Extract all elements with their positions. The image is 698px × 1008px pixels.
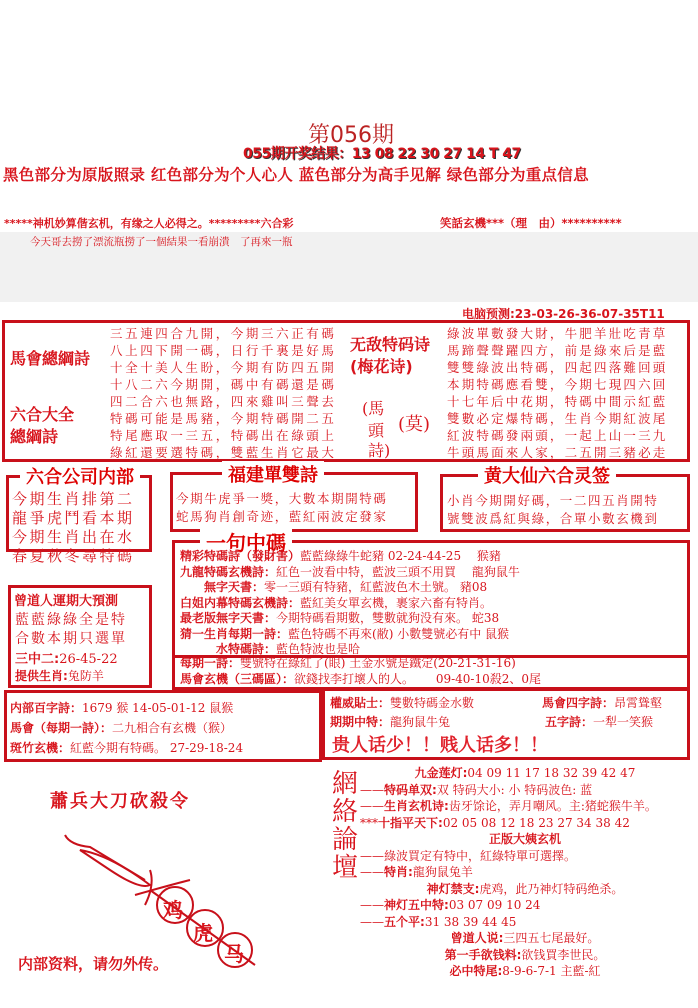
row-value: 04 09 11 17 18 32 39 42 47 bbox=[467, 766, 636, 780]
poem-mid-b: 頭 bbox=[368, 421, 385, 440]
row-value: 藍紅美女單玄機，裹家六畜有特肖。 bbox=[300, 595, 493, 610]
info-row bbox=[360, 881, 690, 898]
row-label: 猜一生肖每期一詩： bbox=[180, 626, 289, 641]
label: 三中二: bbox=[15, 652, 60, 667]
row-value: 02 05 08 12 18 23 27 34 38 42 bbox=[442, 815, 630, 830]
poem-left bbox=[110, 325, 337, 461]
poem-line: 春夏秋冬尋特碼 bbox=[12, 547, 135, 565]
fujian-lines bbox=[176, 490, 388, 526]
row-label: 十指平天下: bbox=[378, 815, 443, 830]
tip-4 bbox=[545, 713, 653, 730]
fujian-title: 福建單雙詩 bbox=[222, 461, 324, 487]
row-prefix: —— bbox=[360, 848, 384, 863]
poem-line: 十七年后中花期，特碼中間示紅藍 bbox=[447, 394, 668, 409]
value: 26-45-22 bbox=[59, 652, 118, 667]
row-label: 無字天書： bbox=[180, 580, 265, 594]
info-row bbox=[360, 930, 690, 947]
label: 馬會四字詩： bbox=[542, 696, 615, 710]
color-legend: 黑色部分为原版照录 红色部分为个人心人 蓝色部分为高手见解 绿色部分为重点信息 bbox=[3, 166, 589, 184]
row-label: 斑竹玄機： bbox=[10, 741, 71, 755]
row-label: 白姐内幕特碼玄機詩： bbox=[180, 595, 301, 610]
poem-line: 八上四下開一碼，日行千裏是好馬 bbox=[110, 343, 337, 358]
label: 權威貼士： bbox=[330, 696, 391, 710]
intro-right: 笑話玄機***（理 由）********** bbox=[440, 216, 622, 230]
poem-line: 龍爭虎鬥看本期 bbox=[12, 509, 135, 527]
poem-line: 今期生肖排第二 bbox=[12, 490, 135, 508]
row-label: 五个平: bbox=[384, 914, 425, 929]
tip-2 bbox=[542, 694, 662, 711]
blade-note: 内部资料，请勿外传。 bbox=[18, 955, 169, 973]
poem-line: 絡 bbox=[332, 797, 359, 827]
row-label: 曾道人说: bbox=[450, 931, 504, 945]
info-row bbox=[360, 798, 690, 815]
neibu-rows bbox=[10, 698, 243, 758]
slogan: 贵人话少！！贱人话多！！ bbox=[332, 735, 548, 756]
tip-1 bbox=[330, 694, 474, 711]
row-label: 特肖: bbox=[384, 865, 413, 879]
row-value: 藍藍綠綠牛蛇豬 02-24-44-25 猴豬 bbox=[300, 549, 501, 563]
row-label: 生肖玄机诗: bbox=[384, 799, 449, 813]
row-value: 三四五七尾最好。 bbox=[503, 931, 600, 945]
row-value: 齿牙馀论，弄月嘲风。主:猪蛇猴牛羊。 bbox=[448, 799, 657, 813]
row-label: 水特碼詩： bbox=[180, 642, 277, 656]
info-row bbox=[360, 815, 690, 832]
tip-3 bbox=[330, 713, 450, 730]
zengdao-title: 曾道人運期大預測 bbox=[14, 594, 119, 609]
row-prefix: —— bbox=[360, 865, 384, 879]
row-label: 每期一詩： bbox=[180, 656, 241, 670]
poem-line: 今期牛虎爭一獎，大數本期開特碼 bbox=[176, 491, 388, 506]
row-value: 今期特碼看期數，雙數就狗没有來。 蛇38 bbox=[276, 611, 500, 625]
label: 提供生肖: bbox=[15, 669, 68, 683]
info-row bbox=[180, 656, 541, 672]
poem-line: 牛頭馬面來人家，二五開三豬必走 bbox=[447, 445, 668, 460]
row-value: 欲钱買李世民。 bbox=[521, 947, 606, 962]
joke-text: 今天哥去撈了漂流瓶撈了一個結果一看崩潰 了再來一瓶 bbox=[30, 236, 293, 248]
poem-line: 本期特碼應看雙，今期七現四六回 bbox=[447, 377, 668, 392]
row-value: 双 特码大小: 小 特码波色: 蓝 bbox=[436, 782, 593, 797]
label: 五字詩： bbox=[545, 715, 594, 729]
row-value: 1679 猴 14-05-01-12 鼠猴 bbox=[82, 701, 234, 715]
row-label: 神灯五中特: bbox=[384, 898, 449, 912]
label: 期期中特： bbox=[330, 715, 391, 729]
row-label: 内部百字詩： bbox=[10, 701, 83, 715]
info-row bbox=[360, 897, 690, 914]
poem-line: 特尾應取一三五，特碼出在綠頭上 bbox=[110, 428, 337, 443]
value: 雙數特碼金水數 bbox=[390, 696, 475, 710]
row-label: 第一手欲钱料: bbox=[444, 947, 522, 962]
row-value: 龍狗鼠兔羊 bbox=[412, 865, 473, 879]
zengdao-line-3 bbox=[15, 648, 118, 667]
info-row bbox=[360, 831, 690, 848]
bead-1: 鸡 bbox=[163, 898, 183, 922]
yiju-title: 一句中碼 bbox=[200, 527, 292, 556]
row-prefix: —— bbox=[360, 914, 384, 929]
row-value: 零一三頭有特豬，紅藍波色木土號。 豬08 bbox=[264, 580, 488, 594]
row-label: 神灯禁支: bbox=[426, 881, 480, 896]
poem-right bbox=[447, 325, 668, 461]
bead-3: 马 bbox=[224, 942, 244, 966]
computer-prediction: 电脑预测:23-03-26-36-07-35T11 bbox=[462, 307, 665, 321]
poem-line: 十八二六今期開，碼中有碼還是碼 bbox=[110, 377, 337, 392]
value: 兔防羊 bbox=[67, 669, 104, 683]
row-label: 最老版無字天書： bbox=[180, 611, 277, 625]
intro-left: *****神机妙算偕玄机，有缘之人必得之。*********六合彩 bbox=[4, 217, 294, 230]
yiju-rows-2 bbox=[180, 656, 541, 687]
value: 一犁一笑猴 bbox=[593, 715, 654, 729]
poem-line: 紅波特碼發兩頭，一起上山一三九 bbox=[447, 428, 668, 443]
poem-line: 今期生肖出在水 bbox=[12, 528, 135, 546]
info-row bbox=[360, 765, 690, 782]
row-value: 8-9-6-7-1 主藍-紅 bbox=[502, 964, 601, 978]
blade-title: 蕭兵大刀砍殺令 bbox=[50, 791, 190, 812]
poem-line: 雙數必定爆特碼，生肖今期紅波尾 bbox=[447, 411, 668, 426]
info-row bbox=[10, 738, 243, 758]
info-row bbox=[180, 565, 520, 581]
row-prefix: —— bbox=[360, 782, 384, 797]
poem-line: 馬蹄聲聲躍四方，前是綠來后是藍 bbox=[447, 343, 668, 358]
row-label: 精彩特碼詩（發財害） bbox=[180, 549, 301, 563]
row-value: 綠波買定有特中，紅綠特單可選擇。 bbox=[384, 848, 577, 863]
info-row bbox=[180, 627, 520, 643]
poem-line: 雙雙綠波出特碼，四起四落難回頭 bbox=[447, 360, 668, 375]
poem-label-2a: 六合大全 bbox=[10, 405, 75, 424]
row-prefix: —— bbox=[360, 799, 384, 813]
bead-2: 虎 bbox=[193, 921, 213, 945]
poem-line: 三五連四合九開，今期三六正有碼 bbox=[110, 326, 337, 341]
poem-line: 特碼可能是馬豬，今期特碼開二五 bbox=[110, 411, 337, 426]
row-value: 藍色特碼不再來(敝) 小數雙號必有中 鼠猴 bbox=[288, 626, 510, 641]
row-label: 正版大姨玄机 bbox=[488, 832, 561, 846]
company-title: 六合公司内部 bbox=[20, 463, 140, 489]
row-label: 馬會玄機（三碼區）： bbox=[180, 671, 295, 686]
info-row bbox=[10, 718, 243, 738]
forum-title bbox=[332, 770, 360, 882]
poem-mid-title: 无敌特码诗 bbox=[350, 335, 431, 354]
row-prefix: *** bbox=[360, 815, 378, 830]
poem-label-1: 馬會總綱詩 bbox=[10, 349, 91, 368]
info-row bbox=[180, 580, 520, 596]
poem-line: 十全十美人生盼，今期有防四五開 bbox=[110, 360, 337, 375]
info-row bbox=[360, 864, 690, 881]
wong-title: 黄大仙六合灵签 bbox=[478, 462, 616, 488]
poem-mid-d: (莫) bbox=[398, 414, 431, 435]
poem-line: 綠紅還要選特碼，雙藍生肖它最大 bbox=[110, 445, 337, 460]
poem-line: 綠波單數發大財，牛肥羊壯吃青草 bbox=[447, 326, 668, 341]
poem-label-2b: 總綱詩 bbox=[10, 427, 59, 446]
row-label: 特码单双: bbox=[384, 782, 437, 797]
row-value: 31 38 39 44 45 bbox=[424, 914, 517, 929]
poem-line: 網 bbox=[332, 769, 359, 799]
last-result: 055期开奖结果：13 08 22 30 27 14 T 47 bbox=[243, 146, 521, 162]
info-row bbox=[360, 782, 690, 799]
row-value: 二九相合有玄機（猴） bbox=[112, 721, 233, 735]
info-row bbox=[180, 611, 520, 627]
poem-line: 號雙波爲紅與綠，合單小數玄機到 bbox=[447, 511, 659, 526]
poem-line: 蛇馬狗肖創奇迹，藍紅兩波定發家 bbox=[176, 509, 388, 524]
poem-line: 壇 bbox=[332, 853, 359, 883]
row-value: 雙號特在綠紅了(眼) 土金水號是鐵定(20-21-31-16) bbox=[240, 656, 516, 670]
row-prefix: —— bbox=[360, 898, 384, 912]
zengdao-line-1: 藍藍綠綠全是特 bbox=[15, 612, 127, 628]
info-row bbox=[180, 549, 520, 565]
forum-rows bbox=[360, 765, 690, 980]
info-row bbox=[180, 672, 541, 688]
value: 龍狗鼠牛兔 bbox=[390, 715, 451, 729]
row-value: 虎鸡，此乃神灯特码绝杀。 bbox=[479, 881, 624, 896]
zengdao-line-2: 合數本期只選單 bbox=[15, 631, 127, 647]
row-value: 欲錢找李打壞人的人。 09-40-10殺2、0尾 bbox=[294, 671, 542, 686]
value: 昂霄聳壑 bbox=[614, 696, 663, 710]
poem-mid-c: 詩) bbox=[368, 441, 391, 460]
row-label: 馬會（每期一詩）： bbox=[10, 721, 113, 735]
info-row bbox=[360, 914, 690, 931]
row-value: 03 07 09 10 24 bbox=[448, 898, 541, 912]
row-value: 藍色特波也是哈 bbox=[276, 642, 361, 656]
yiju-rows bbox=[180, 549, 520, 658]
poem-mid-a: (馬 bbox=[362, 399, 385, 418]
row-value: 紅色一波看中特，藍波三頭不用買 龍狗鼠牛 bbox=[276, 564, 520, 579]
info-row bbox=[360, 963, 690, 980]
info-row bbox=[360, 848, 690, 865]
poem-line: 四二合六也無路，四來雞叫三聲去 bbox=[110, 394, 337, 409]
poem-line: 小肖今期開好碼，一二四五肖開特 bbox=[447, 493, 659, 508]
issue-title: 第056期 bbox=[308, 123, 394, 148]
poem-mid-sub: (梅花诗) bbox=[350, 357, 413, 376]
row-value: 紅藍今期有特碼。 27-29-18-24 bbox=[70, 741, 244, 755]
row-label: 九龍特碼玄機詩： bbox=[180, 564, 277, 579]
row-label: 必中特尾: bbox=[449, 964, 503, 978]
wong-lines bbox=[447, 492, 659, 528]
zengdao-line-4 bbox=[15, 667, 104, 684]
info-row bbox=[180, 596, 520, 612]
row-label: 九金莲灯: bbox=[414, 766, 468, 780]
info-row bbox=[360, 947, 690, 964]
poem-line: 論 bbox=[332, 825, 359, 855]
company-lines bbox=[12, 490, 135, 566]
info-row bbox=[10, 698, 243, 718]
